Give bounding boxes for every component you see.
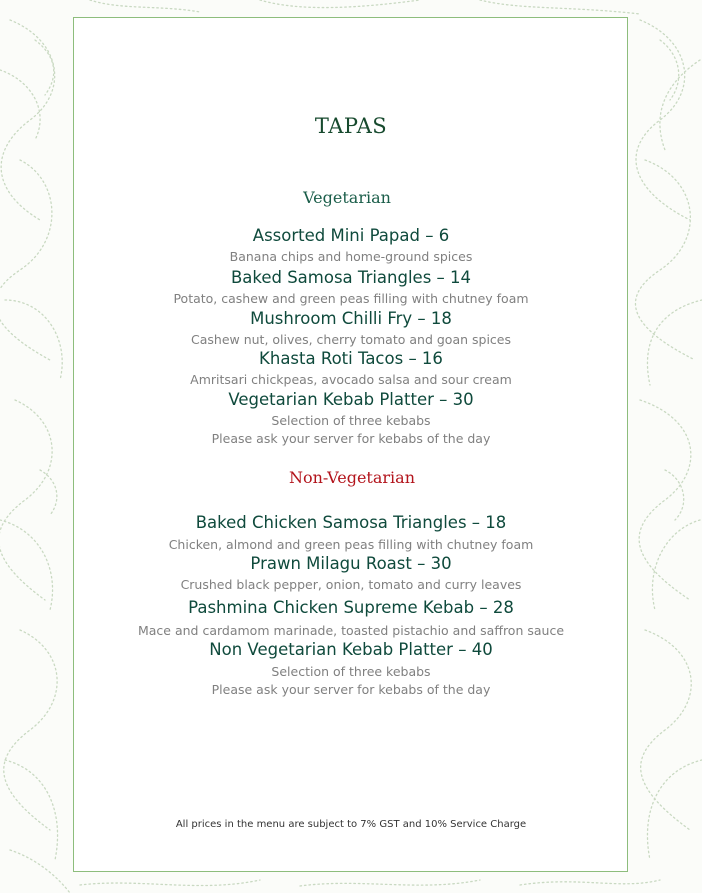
menu-item-name: Khasta Roti Tacos – 16	[259, 349, 443, 368]
menu-item-description: Amritsari chickpeas, avocado salsa and sour cream	[190, 372, 512, 387]
menu-item-name: Pashmina Chicken Supreme Kebab – 28	[188, 598, 514, 617]
menu-item-name: Mushroom Chilli Fry – 18	[250, 309, 452, 328]
menu-item-name: Prawn Milagu Roast – 30	[250, 554, 452, 573]
menu-title: TAPAS	[314, 114, 388, 138]
price-disclaimer: All prices in the menu are subject to 7% GST and 10% Service Charge	[175, 819, 527, 830]
menu-item-description: Please ask your server for kebabs of the day	[211, 682, 491, 697]
non-vegetarian-heading: Non-Vegetarian	[288, 468, 416, 487]
menu-item-name: Assorted Mini Papad – 6	[252, 226, 450, 245]
menu-item-description: Banana chips and home-ground spices	[229, 249, 473, 264]
menu-item-description: Selection of three kebabs	[271, 413, 431, 428]
menu-item-name: Non Vegetarian Kebab Platter – 40	[209, 640, 493, 659]
menu-item-description: Selection of three kebabs	[271, 664, 431, 679]
menu-item-description: Chicken, almond and green peas filling with chutney foam	[168, 537, 534, 552]
menu-item-description: Please ask your server for kebabs of the day	[211, 431, 491, 446]
menu-item-name: Vegetarian Kebab Platter – 30	[228, 390, 474, 409]
menu-item-name: Baked Chicken Samosa Triangles – 18	[195, 513, 507, 532]
menu-item-description: Crushed black pepper, onion, tomato and curry leaves	[180, 577, 522, 592]
menu-item-name: Baked Samosa Triangles – 14	[230, 268, 472, 287]
vegetarian-heading: Vegetarian	[303, 188, 391, 207]
menu-item-description: Cashew nut, olives, cherry tomato and goan spices	[191, 332, 511, 347]
menu-item-description: Mace and cardamom marinade, toasted pistachio and saffron sauce	[137, 623, 565, 638]
menu-item-description: Potato, cashew and green peas filling with chutney foam	[173, 291, 529, 306]
